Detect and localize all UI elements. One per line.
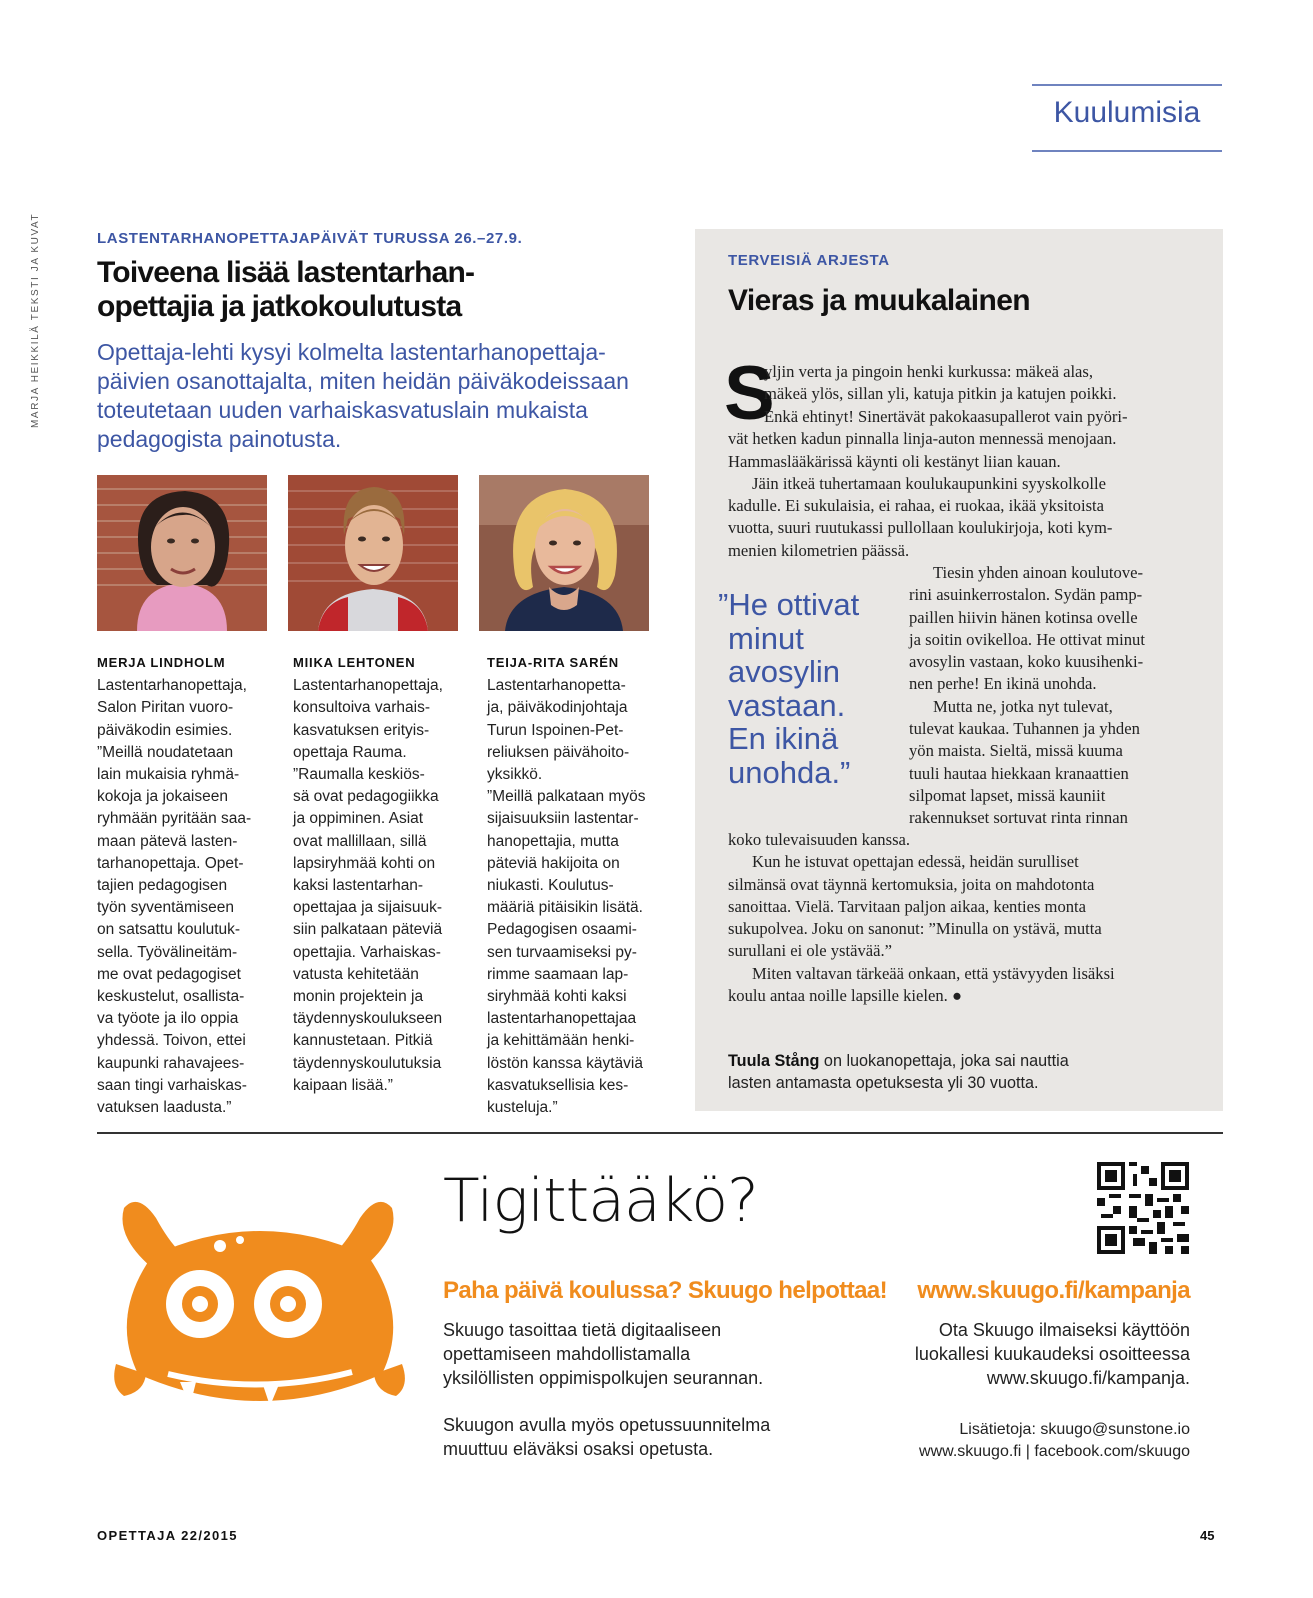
text-line: ja soitin ovikelloa. He ottivat minut: [909, 629, 1145, 649]
column-paragraph-1: [728, 406, 1204, 562]
left-headline-line: opettajia ja jatkokoulutusta: [97, 290, 462, 323]
skuugo-mascot-icon: [110, 1196, 410, 1436]
author-name: Tuula Stång: [728, 1052, 820, 1070]
text-line: paillen hiivin hänen kotinsa ovelle: [909, 607, 1138, 627]
text-line: täydennyskoulukseen: [293, 1010, 443, 1028]
text-line: vät hetken kadun pinnalla linja-auton mennessä menojaan.: [728, 429, 1117, 449]
photo-credit: MARJA HEIKKILÄ TEKSTI JA KUVAT: [30, 212, 41, 428]
author-bio-text: on luokanopettaja, joka sai nauttia: [819, 1052, 1069, 1070]
text-line: surullani ei ole ystävää.”: [728, 941, 893, 961]
qr-code-icon[interactable]: [1097, 1162, 1189, 1254]
text-line: me ovat pedagogiset: [97, 965, 241, 983]
ad-logo-text: Tigittääkö?: [443, 1166, 758, 1236]
quote-line: En ikinä: [728, 721, 839, 756]
left-kicker: LASTENTARHANOPETTAJAPÄIVÄT TURUSSA 26.–27.9.: [97, 230, 523, 247]
right-kicker: TERVEISIÄ ARJESTA: [728, 252, 890, 269]
text-line: kaupunki rahavajees-: [97, 1054, 245, 1072]
ad-offer-text: [860, 1318, 1190, 1390]
column-paragraph-3: [728, 829, 1204, 1007]
person-name: MIIKA LEHTONEN: [293, 655, 416, 670]
text-line: kannustetaan. Pitkiä: [293, 1032, 433, 1050]
lead-line: Opettaja-lehti kysyi kolmelta lastentarhanopettaja-: [97, 339, 606, 365]
text-line: nen perhe! En ikinä unohda.: [909, 674, 1097, 694]
text-line: Ota Skuugo ilmaiseksi käyttöön: [938, 1320, 1190, 1340]
text-line: Pedagogisen osaami-: [487, 921, 637, 939]
text-line: hanopettajia, mutta: [487, 832, 619, 850]
text-line: ”Raumalla keskiös-: [293, 766, 425, 784]
text-line: Lastentarhanopettaja,: [293, 677, 443, 695]
text-line: siin palkataan päteviä: [293, 921, 443, 939]
text-line: on satsattu koulutuk-: [97, 921, 241, 939]
text-line: sukupolvea. Joku on sanonut: ”Minulla on ystävä, mutta: [728, 919, 1102, 939]
text-line: yksilöllisten oppimispolkujen seurannan.: [443, 1368, 764, 1388]
text-line: ja, päiväkodinjohtaja: [487, 699, 628, 717]
quote-line: minut: [728, 620, 804, 656]
text-line: ja kehittämään henki-: [487, 1032, 635, 1050]
interview-column-2: [293, 652, 473, 1097]
quote-line: ”He ottivat: [718, 587, 860, 622]
text-line: Kun he istuvat opettajan edessä, heidän surulliset: [752, 852, 1079, 872]
text-line: Skuugon avulla myös opetussuunnitelma: [443, 1415, 771, 1435]
text-line: lapsiryhmää kohti on: [293, 854, 436, 872]
text-line: Skuugo tasoittaa tietä digitaaliseen: [443, 1320, 722, 1340]
author-bio-line: lasten antamasta opetuksesta yli 30 vuotta.: [728, 1074, 1039, 1092]
text-line: va työote ja ilo oppia: [97, 1010, 239, 1028]
text-line: opettajia. Varhaiskas-: [293, 943, 441, 961]
left-headline: [97, 256, 657, 324]
section-divider: [97, 1132, 1223, 1134]
text-line: yhdessä. Toivon, ettei: [97, 1032, 246, 1050]
left-lead: [97, 338, 657, 454]
text-line: päteviä hakijoita on: [487, 854, 620, 872]
text-line: tarhanopettaja. Opet-: [97, 854, 244, 872]
text-line: tuuli hautaa hiekkaan kranaattien: [909, 763, 1129, 783]
text-line: Lastentarhanopetta-: [487, 677, 626, 695]
text-line: rini asuinkerrostalon. Sydän pamp-: [909, 585, 1143, 605]
pull-quote: [718, 588, 888, 789]
ad-body-2: [443, 1413, 843, 1461]
text-line: ”Meillä palkataan myös: [487, 788, 646, 806]
text-line: sella. Työvälineitäm-: [97, 943, 238, 961]
portrait-photo-2: [288, 475, 458, 631]
text-line: siryhmää kohti kaksi: [487, 988, 627, 1006]
author-bio: [728, 1050, 1198, 1094]
text-line: kasvatuksen erityis-: [293, 721, 430, 739]
quote-line: vastaan.: [728, 687, 846, 723]
portrait-photo-1: [97, 475, 267, 631]
author-bio-line: [728, 1050, 1198, 1072]
text-line: Enkä ehtinyt! Sinertävät pakokaasupallerot vain pyöri-: [764, 407, 1128, 426]
lead-line: päivien osanottajalta, miten heidän päiväkodeissaan: [97, 368, 629, 394]
text-line: ja oppiminen. Asiat: [293, 810, 424, 828]
text-line: kokoja ja jokaiseen: [97, 788, 228, 806]
text-line: Jäin itkeä tuhertamaan koulukaupunkini syyskolkolle: [752, 473, 1106, 493]
text-line: Lastentarhanopettaja,: [97, 677, 247, 695]
text-line: reliuksen päivähoito-: [487, 743, 630, 761]
text-line: kadulle. Ei sukulaisia, ei rahaa, ei ruokaa, ikää yksitoista: [728, 496, 1105, 516]
text-line: sanoittaa. Vielä. Tarvitaan paljon aikaa, kenties monta: [728, 896, 1087, 916]
lead-line: toteutetaan uuden varhaiskasvatuslain mukaista: [97, 397, 588, 423]
text-line: maan pätevä lasten-: [97, 832, 238, 850]
text-line: saan tingi varhaiskas-: [97, 1076, 247, 1094]
text-line: silmänsä ovat täynnä kertomuksia, joita on mahdotonta: [728, 874, 1095, 894]
person-name: MERJA LINDHOLM: [97, 655, 226, 670]
text-line: yön maista. Sieltä, missä kuuma: [909, 741, 1123, 761]
contact-email[interactable]: Lisätietoja: skuugo@sunstone.io: [959, 1421, 1190, 1438]
text-line: Miten valtavan tärkeää onkaan, että ystävyyden lisäksi: [752, 963, 1115, 983]
text-line: keskustelut, osallista-: [97, 988, 245, 1006]
text-line: Mutta ne, jotka nyt tulevat,: [933, 696, 1113, 716]
text-line: ”Meillä noudatetaan: [97, 743, 234, 761]
text-line: ovat mallillaan, sillä: [293, 832, 427, 850]
interview-column-1: [97, 652, 277, 1119]
text-line: rakennukset sortuvat rinta rinnan: [909, 808, 1128, 828]
text-line: vatusta kehitetään: [293, 965, 419, 983]
ad-headline: Paha päivä koulussa? Skuugo helpottaa!: [443, 1277, 887, 1304]
text-line: määriä pitäisikin lisätä.: [487, 899, 643, 917]
text-line: Salon Piritan vuoro-: [97, 699, 234, 717]
text-line: sen turvaamiseksi py-: [487, 943, 637, 961]
text-line: kaipaan lisää.”: [293, 1076, 393, 1094]
text-line: monin projektein ja: [293, 988, 424, 1006]
text-line: löstön kanssa käytäviä: [487, 1054, 643, 1072]
contact-links[interactable]: www.skuugo.fi | facebook.com/skuugo: [919, 1443, 1190, 1460]
text-line: yksikkö.: [487, 766, 543, 784]
text-line: kusteluja.”: [487, 1099, 558, 1117]
text-line: lain mukaisia ryhmä-: [97, 766, 240, 784]
column-intro: [764, 361, 1204, 406]
text-line: työn syventämiseen: [97, 899, 234, 917]
text-line: täydennyskoulutuksia: [293, 1054, 442, 1072]
right-headline: Vieras ja muukalainen: [728, 284, 1031, 317]
text-line: opettaja Rauma.: [293, 743, 407, 761]
text-line: vuotta, suuri ruutukassi pullollaan koulukirjoja, koti kym-: [728, 518, 1113, 538]
left-headline-line: Toiveena lisää lastentarhan-: [97, 256, 475, 289]
quote-line: unohda.”: [728, 754, 851, 790]
text-line: silpomat lapset, missä kauniit: [909, 785, 1106, 805]
text-line: menien kilometrien päässä.: [728, 540, 910, 560]
text-line: päiväkodin esimies.: [97, 721, 233, 739]
drop-cap: S: [724, 351, 775, 436]
magazine-issue: OPETTAJA 22/2015: [97, 1528, 238, 1543]
ad-body: [443, 1318, 843, 1390]
text-line: opettajaa ja sijaisuuk-: [293, 899, 443, 917]
text-line: kasvatuksellisia kes-: [487, 1076, 629, 1094]
text-line: konsultoiva varhais-: [293, 699, 430, 717]
quote-line: avosylin: [728, 654, 840, 689]
text-line: niukasti. Koulutus-: [487, 877, 614, 895]
text-line: sijaisuuksiin lastentar-: [487, 810, 639, 828]
text-line: lastentarhanopettajaa: [487, 1010, 637, 1028]
text-line: luokallesi kuukaudeksi osoitteessa: [914, 1344, 1190, 1364]
text-line: kaksi lastentarhan-: [293, 877, 424, 895]
text-line: Turun Ispoinen-Pet-: [487, 721, 624, 739]
campaign-link[interactable]: www.skuugo.fi/kampanja.: [986, 1368, 1190, 1388]
lead-line: pedagogista painotusta.: [97, 426, 342, 452]
text-line: sä ovat pedagogiikka: [293, 788, 439, 806]
text-line: muuttuu eläväksi osaksi opetusta.: [443, 1439, 714, 1459]
text-line: yljin verta ja pingoin henki kurkussa: mäkeä alas,: [764, 362, 1094, 381]
text-line: rimme saamaan lap-: [487, 965, 629, 983]
text-line: Tiesin yhden ainoan koulutove-: [933, 563, 1144, 582]
text-line: Hammaslääkärissä käynti oli kestänyt liian kauan.: [728, 451, 1061, 471]
text-line: koko tulevaisuuden kanssa.: [728, 830, 911, 849]
interview-column-3: [487, 652, 667, 1119]
text-line: tajien pedagogisen: [97, 877, 228, 895]
person-name: TEIJA-RITA SARÉN: [487, 655, 619, 670]
text-line: vatuksen laadusta.”: [97, 1099, 232, 1117]
text-line: mäkeä ylös, sillan yli, katuja pitkin ja katujen poikki.: [764, 384, 1117, 404]
text-line: tulevat kaukaa. Tuhannen ja yhden: [909, 719, 1140, 739]
text-line: koulu antaa noille lapsille kielen. ●: [728, 986, 962, 1006]
portrait-photo-3: [479, 475, 649, 631]
column-paragraph-2: [909, 562, 1209, 830]
text-line: ryhmään pyritään saa-: [97, 810, 252, 828]
text-line: avosylin vastaan, koko kuusihenki-: [909, 652, 1144, 672]
campaign-url-headline[interactable]: www.skuugo.fi/kampanja: [917, 1277, 1190, 1304]
text-line: opettamiseen mahdollistamalla: [443, 1344, 691, 1364]
ad-contact: [860, 1419, 1190, 1463]
page-number: 45: [1200, 1528, 1215, 1543]
section-label: Kuulumisia: [1053, 96, 1201, 129]
